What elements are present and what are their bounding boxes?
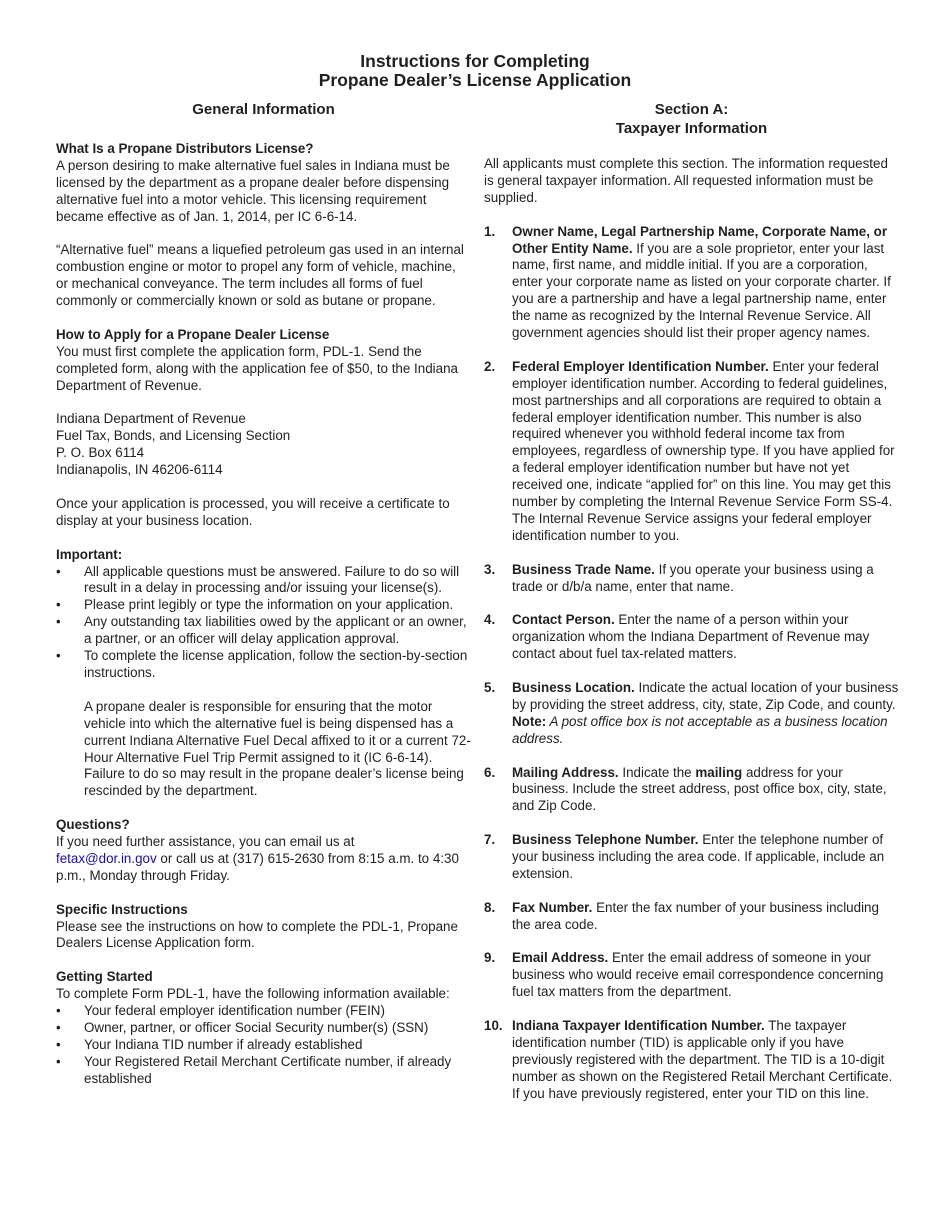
what-is-heading: What Is a Propane Distributors License? bbox=[56, 141, 314, 156]
address-line: P. O. Box 6114 bbox=[56, 445, 145, 461]
questions-paragraph: If you need further assistance, you can email us at fetax@dor.in.gov or call us at (317) 615-2630 from 8:15 a.m. to 4:30 p.m., Monday through Friday. bbox=[56, 834, 459, 883]
how-to-apply-paragraph: You must first complete the application form, PDL-1. Send the completed form, along with the application fee of $50, to the Indiana Department of Revenue. bbox=[56, 343, 458, 393]
address-line: Indiana Department of Revenue bbox=[56, 411, 246, 427]
bullet-icon: • bbox=[56, 1019, 61, 1035]
page-title-line-1: Instructions for Completing bbox=[360, 51, 590, 71]
instruction-item: 1. Owner Name, Legal Partnership Name, Corporate Name, or Other Entity Name. If you are a sole proprietor, enter your last name, first name, and middle initial. If you are a corporation, enter your corporate name as listed on your corporate charter. If you are a partnership and have a legal partnership name, enter the name as recognized by the Internal Revenue Service. All government agencies should list their proper agency names. bbox=[484, 223, 891, 341]
processed-paragraph: Once your application is processed, you will receive a certificate to display at your business location. bbox=[56, 495, 450, 528]
list-item: • Any outstanding tax liabilities owed by the applicant or an owner, a partner, or an officer will delay application approval. bbox=[56, 614, 467, 647]
list-item: • Your Registered Retail Merchant Certificate number, if already established bbox=[56, 1053, 452, 1086]
bullet-icon: • bbox=[56, 1036, 61, 1052]
section-a-intro: All applicants must complete this section. The information requested is general taxpayer information. All requested information must be supplied. bbox=[484, 156, 888, 205]
address-line: Indianapolis, IN 46206-6114 bbox=[56, 462, 223, 478]
instruction-item: 8. Fax Number. Enter the fax number of your business including the area code. bbox=[484, 899, 879, 932]
instruction-item: 7. Business Telephone Number. Enter the telephone number of your business including the area code. If applicable, include an extension. bbox=[484, 832, 885, 881]
instruction-item: 5. Business Location. Indicate the actual location of your business by providing the street address, city, state, Zip Code, and county. Note: A post office box is not acceptable as a business location address. bbox=[484, 680, 899, 746]
how-to-apply-heading: How to Apply for a Propane Dealer License bbox=[56, 326, 330, 342]
specific-instructions-heading: Specific Instructions bbox=[56, 901, 188, 917]
list-item: • Your federal employer identification number (FEIN) bbox=[56, 1003, 385, 1019]
mailing-address-block bbox=[56, 411, 471, 479]
bullet-icon: • bbox=[56, 648, 61, 664]
important-heading: Important: bbox=[56, 546, 123, 562]
bullet-icon: • bbox=[56, 1003, 61, 1019]
specific-instructions-paragraph: Please see the instructions on how to complete the PDL-1, Propane Dealers License Application form. bbox=[56, 918, 458, 951]
list-item: • All applicable questions must be answered. Failure to do so will result in a delay in processing and/or issuing your license(s). bbox=[56, 563, 460, 596]
propane-dealer-responsibility-note: A propane dealer is responsible for ensuring that the motor vehicle into which the alternative fuel is being dispensed has a current Indiana Alternative Fuel Decal affixed to it or a current 72-Hour Alternative Fuel Trip Permit assigned to it (IC 6-6-14). Failure to do so may result in the propane dealer’s license being rescinded by the department. bbox=[84, 698, 471, 799]
list-item: • Owner, partner, or officer Social Security number(s) (SSN) bbox=[56, 1019, 429, 1035]
email-link[interactable]: fetax@dor.in.gov bbox=[56, 850, 157, 866]
list-item: • Your Indiana TID number if already established bbox=[56, 1036, 363, 1052]
instruction-item: 3. Business Trade Name. If you operate your business using a trade or d/b/a name, enter that name. bbox=[484, 561, 874, 594]
instruction-item: 10. Indiana Taxpayer Identification Number. The taxpayer identification number (TID) is applicable only if you have previously registered with the department. The TID is a 10-digit number as shown on the Registered Retail Merchant Certificate. If you have previously registered, enter your TID on this line. bbox=[484, 1018, 893, 1101]
section-a-heading bbox=[484, 100, 899, 138]
what-is-paragraph-2: “Alternative fuel” means a liquefied petroleum gas used in an internal combustion engine or motor to propel any form of vehicle, machine, or mechanical conveyance. The term includes all forms of fuel commonly or commercially known or sold as butane or propane. bbox=[56, 242, 464, 309]
general-information-column bbox=[56, 100, 471, 1088]
address-line: Fuel Tax, Bonds, and Licensing Section bbox=[56, 428, 291, 444]
instruction-item: 2. Federal Employer Identification Number. Enter your federal employer identification number. According to federal guidelines, most partnerships and all corporations are required to obtain a federal employer identification number. This number is also required whenever you withhold federal income tax from employees, regardless of ownership type. If you have applied for a federal employer identification number but have not yet received one, indicate “applied for” on this line. You may get this number by completing the Internal Revenue Service Form SS-4. The Internal Revenue Service assigns your federal employer identification number to you. bbox=[484, 358, 895, 543]
instruction-item: 4. Contact Person. Enter the name of a person within your organization whom the Indiana Department of Revenue may contact about fuel tax-related matters. bbox=[484, 612, 870, 662]
getting-started-heading: Getting Started bbox=[56, 969, 153, 985]
instruction-item: 6. Mailing Address. Indicate the mailing address for your business. Include the street address, post office box, city, state, and Zip Code. bbox=[484, 764, 887, 814]
what-is-paragraph-1: A person desiring to make alternative fuel sales in Indiana must be licensed by the department as a propane dealer before dispensing alternative fuel into a motor vehicle. This licensing requirement became effective as of Jan. 1, 2014, per IC 6-6-14. bbox=[56, 157, 450, 224]
page-title-line-2: Propane Dealer’s License Application bbox=[318, 70, 632, 90]
getting-started-paragraph: To complete Form PDL-1, have the following information available: bbox=[56, 986, 450, 1002]
bullet-icon: • bbox=[56, 1053, 61, 1069]
taxpayer-information-column bbox=[484, 100, 899, 1103]
general-information-heading: General Information bbox=[192, 101, 335, 118]
page-title bbox=[0, 52, 950, 90]
bullet-icon: • bbox=[56, 614, 61, 630]
bullet-icon: • bbox=[56, 597, 61, 613]
instruction-item: 9. Email Address. Enter the email address of someone in your business who would receive email correspondence concerning fuel tax matters from the department. bbox=[484, 950, 884, 1000]
list-item: • To complete the license application, follow the section-by-section instructions. bbox=[56, 648, 468, 681]
bullet-icon: • bbox=[56, 563, 61, 579]
section-a-label: Section A: bbox=[654, 101, 729, 118]
questions-heading: Questions? bbox=[56, 817, 130, 833]
taxpayer-information-label: Taxpayer Information bbox=[615, 120, 768, 137]
list-item: • Please print legibly or type the information on your application. bbox=[56, 597, 454, 613]
